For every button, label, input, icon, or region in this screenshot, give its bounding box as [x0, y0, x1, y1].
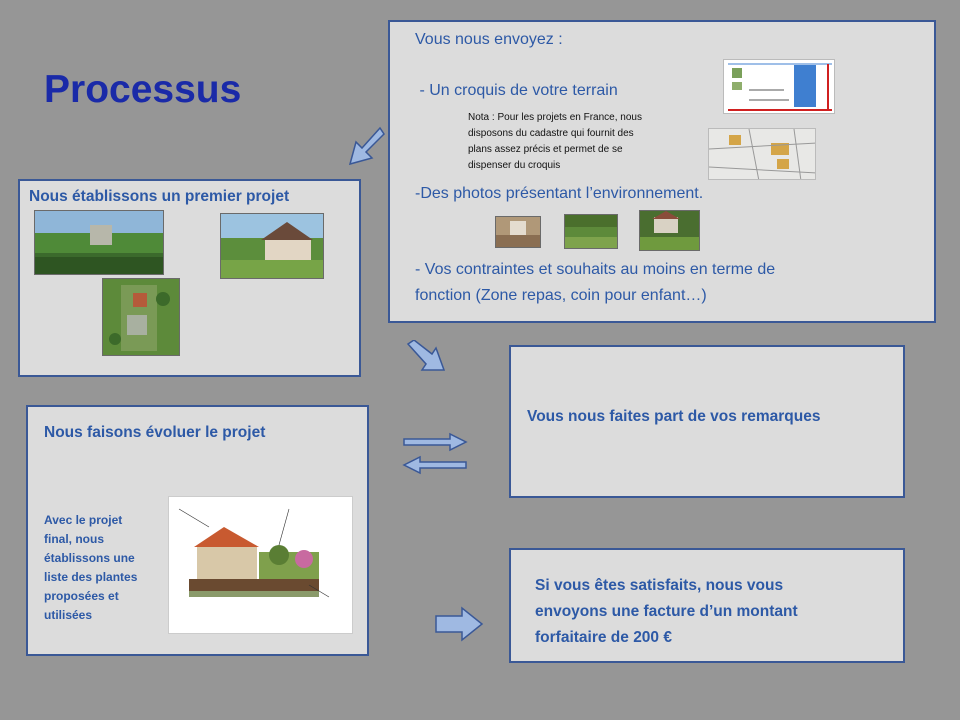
invoice-text	[535, 573, 798, 651]
send-box	[388, 20, 936, 323]
plant-list-line: proposées et	[44, 589, 119, 603]
send-item-constraints-1: - Vos contraintes et souhaits au moins en terme de	[415, 261, 776, 278]
invoice-line: Si vous êtes satisfaits, nous vous	[535, 577, 784, 594]
page-title: Processus	[44, 68, 242, 111]
arrow-right-icon	[402, 432, 468, 452]
plant-list-line: Avec le projet	[44, 513, 123, 527]
evolve-heading: Nous faisons évoluer le projet	[44, 424, 266, 441]
invoice-line: forfaitaire de 200 €	[535, 629, 672, 646]
environment-photo	[639, 210, 700, 251]
arrow-left-icon	[402, 455, 468, 475]
plan-view-image	[102, 278, 180, 356]
cadastre-image	[708, 128, 816, 180]
plant-list-line: établissons une	[44, 551, 135, 565]
plant-list-text	[44, 511, 137, 625]
arrow-down-right-icon	[404, 340, 446, 374]
terrain-sketch-image	[723, 59, 835, 114]
first-project-box	[18, 179, 361, 377]
arrow-down-left-icon	[346, 126, 386, 168]
remarks-box	[509, 345, 905, 498]
send-item-constraints-2: fonction (Zone repas, coin pour enfant…)	[415, 287, 707, 304]
environment-photo	[495, 216, 541, 248]
environment-photo	[564, 214, 618, 249]
evolve-box	[26, 405, 369, 656]
invoice-box	[509, 548, 905, 663]
send-item-photos: -Des photos présentant l’environnement.	[415, 185, 704, 202]
plant-list-line: utilisées	[44, 608, 93, 622]
note-line: disposons du cadastre qui fournit des	[468, 128, 634, 139]
first-project-heading: Nous établissons un premier projet	[29, 188, 290, 205]
cadastre-note	[468, 110, 642, 174]
plant-list-line: liste des plantes	[44, 570, 138, 584]
house-render-image	[220, 213, 324, 279]
garden-render-image	[34, 210, 164, 275]
note-line: Nota : Pour les projets en France, nous	[468, 112, 642, 123]
plant-list-line: final, nous	[44, 532, 104, 546]
send-item-sketch: - Un croquis de votre terrain	[415, 82, 618, 99]
final-project-image	[168, 496, 353, 634]
send-heading: Vous nous envoyez :	[415, 31, 563, 48]
arrow-right-icon	[434, 606, 484, 642]
note-line: dispenser du croquis	[468, 160, 561, 171]
invoice-line: envoyons une facture d’un montant	[535, 603, 798, 620]
note-line: plans assez précis et permet de se	[468, 144, 623, 155]
remarks-text: Vous nous faites part de vos remarques	[527, 408, 821, 425]
